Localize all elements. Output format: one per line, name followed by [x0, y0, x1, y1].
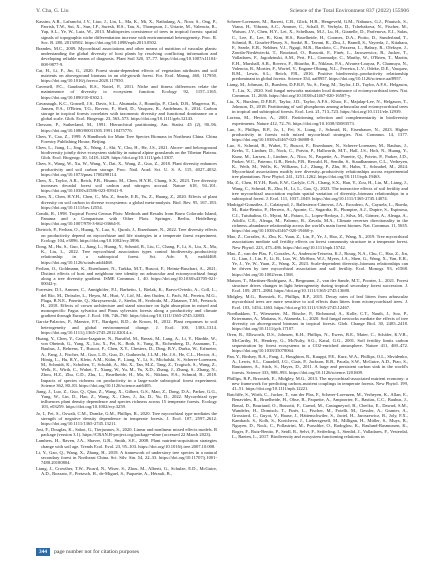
- references-column-left: [36, 19, 217, 545]
- reference-entry: Cavanaugh, K.C., Gosnell, J.S., Davis, S.L., Ahumada, J., Boundja, P., Clark, D.B., Mugerwa, B., Jansen, P.A., O'Brien, T.G., Rovero, F., Sheil, D., Vasquez, R., Andelman, S., 2014. Carbon storage in tropical forests correlates with taxonomic diversity and functional dominance on a global scale. Glob. Ecol. Biogeogr. 23, 563–573. https://doi.org/10.1111/geb.12143.: [36, 100, 217, 122]
- reference-entry: Li, Y., Gao, Q., Wang, X., Zhang, H., 2018. A framework of understory tree species in a natural secondary forest in Northeast China. Sci. Silv. Sin. 54, 22–33. https://doi.org/10.11707/j.1001-7488.20180804.: [36, 449, 217, 466]
- reference-entry: Jo, I., Fei, S., Oswalt, C.M., Domke, G.M., Phillips, R., 2020. Tree mycorrhizal type mediates the strength of negative density dependence in temperate forests. J. Ecol. 107, 2597–2612. https://doi.org/10.1111/1365-2745.13211.: [36, 410, 217, 426]
- reference-entry: Jost, F., Douglas, K., Sabot, G., Tierjunnov, S., 2020. Linear and nonlinear mixed effects models. R package (version 3.1). https://CRAN.R-project.org/package=nlme (accessed 22 March 2023).: [36, 427, 217, 438]
- references-body: [36, 19, 408, 545]
- page-number: 344: [36, 548, 50, 556]
- reference-entry: Cai, H., Li, F., Jin, G., 2020. Forest strata-dependent effects of vegetation attributes and soil nutrients on aboveground biomass in an old-growth forest. For. Ecol. Manag. 460, 117950. https://doi.org/10.1016/j.foreco.2020.117950.: [36, 67, 217, 84]
- reference-entry: Pan, Y., Birdsey, R.A., Fang, J., Houghton, R., Kauppi, P.E., Kurz, W.A., Phillips, O.L., Shvidenko, A., Lewis, S.L., Canadell, J.G., Ciais, P., Jackson, R.B., Pacala, S.W., McGuire, A.D., Piao, S., Rautiainen, A., Sitch, S., Hayes, D., 2011. A large and persistent carbon sink in the world's forests. Science 333, 988–993. https://doi.org/10.1126/science.1201609.: [227, 354, 408, 375]
- reference-entry: Dietrich, P., Ferlian, O., Huang, Y., Luo, S., Quosh, J., Eisenhauer, N., 2022. Tree diversity effects on productivity depend on mycorrhizae and life strategies in a temperate forest experiment. Ecology 104, e3896. https://doi.org/10.1002/ecy.3896.: [36, 227, 217, 243]
- reference-entry: Forrester, D.I., Ammer, C., Annighöfer, P.J., Barbeito, I., Bielak, K., Bravo-Oviedo, A., Coll, L., del Río, M., Drössler, L., Heym, M., Hurt, V., Löf, M., den Ouden, J., Pach, M., Pereira, M.G., Plaga, B.N.E., Ponette, Q., Skrzyszewski, J., Sterba, H., Svoboda, M., Zlatanov, T.M., Pretzsch, H., 2018. Effects of crown architecture and stand structure on light absorption in mixed and monospecific Fagus sylvatica and Pinus sylvestris forests along a productivity and climate gradient through Europe. J. Ecol. 106, 746–760. https://doi.org/10.1111/1365-2745.12803.: [36, 287, 217, 319]
- reference-entry: Condit, R., 1998. Tropical Forest Census Plots: Methods and Results from Barro Colorado Island, Panama and a Comparison with Other Plots. Springer, Berlin, Heidelberg. https://doi.org/10.1007/978-3-662-03664-8.: [36, 210, 217, 227]
- running-head: Y. Cha, G. Liu: [36, 8, 69, 14]
- reference-entry: Ferlian, O., Goldmann, K., Eisenhauer, N., Tarkka, M.T., Buscot, F., Heintz-Buschart, A., 2021. Distinct effects of host and neighbour tree identity on arbuscular and ectomycorrhizal fungi along a tree diversity gradient. ISME Commun. 1, 40. https://doi.org/10.1038/s43705-021-00042-y.: [36, 265, 217, 287]
- reference-entry: Lambers, H., Raven, J.A., Shaver, G.R., Smith, S.E., 2008. Plant nutrient-acquisition strategies change with soil age. Trends Ecol. Evol. 23, 95–103. https://doi.org/10.1016/j.tree.2007.10.008.: [36, 438, 217, 449]
- reference-entry: Madrigal-González, J., Calatayud, J., Ballesteros-Cánovas, J.A., Escudero, A., Cayuela, L., Rueda, M., Ruiz-Benito, P., Herrero, A., Aponte, C., Sagardia, R., Plumptre, A.J., Dupire, S., Espinosa, C.I., Tutubalina, O., Myint, M., Pataro, L., Lopez-Bedoya, J., Silva, M., Gómez, A., Aleaga, A., Adolfo, C.E., Aleaga, M., Palomo, R., Zavala, M.A., Climate reverses directionality in the richness–abundance relationship across the world's main forest biomes. Nat. Commun. 11, 5635. https://doi.org/10.1038/s41467-020-19460-y.: [227, 202, 408, 234]
- reference-entry: Phillips, R.P., Brzostek, E., Midgley, M.G., 2013. The mycorrhizal-associated nutrient economy: a new framework for predicting carbon–nutrient couplings in temperate forests. New Phytol. 199, 41–51. https://doi.org/10.1111/nph.12221.: [227, 375, 408, 392]
- footer-label: page number not for citation purposes: [54, 549, 140, 555]
- reference-entry: Chen, L., Jiang, L., Jing, X., Wang, J., Shi, Y., Chu, H., He, J.S., 2021. Above- and belowground biodiversity jointly drive ecosystem stability in natural alpine grasslands on the Tibetan Plateau. Glob. Ecol. Biogeogr. 30, 1418–1429. https://doi.org/10.1111/geb.13307.: [36, 144, 217, 161]
- page-footer: [36, 548, 139, 556]
- reference-entry: Nordbakken, T., Wiesmeier, M., Bösche, P., Richmond, A., Kolle, C.T., Nauth, J., Soo, P., Kriermann, A., Mattana, S., Alameda, L., 2020. Soil fungal networks mediate the effects of tree diversity on aboveground biomass in tropical forests. Glob. Change Biol. 30, 2405–2418. https://doi.org/10.1111/gcb.17107.: [227, 310, 408, 332]
- reference-entry: Cavenell, P.C., Gaudrault, R.S., Nottel, P., 2011. Niche and fitness differences relate the maintenance of diversity to ecosystem function. Ecology 92, 1157–1165. https://doi.org/10.1890/10-0302.1.: [36, 84, 217, 100]
- reference-entry: Kassim, A.R., Lafranchi, J.V., Liao, J., Lin, L., Ma, K., Mi, X., Nathalang, A., Noor, S., Ong, P., Parrish, T.W., Sui, X., Sun, I.F., Suresh, H.S., Tan, S., Thompson, J., Uriarte, M., Valencia, R., Yap, S.L., Ye, W., Lutz, W., 2013. Multispecies coexistence of trees in tropical forests: spatial signals of topographic niche differentiation increase with environmental heterogeneity. Proc. R. Soc. B. 280, 20130502. https://doi.org/10.1098/rspb.2013.0502.: [36, 19, 217, 45]
- reference-entry: Chesson, P., Sutherland, M., 1991. Hierarchical partitioning. Am. Statist. 45 (2), 90–96. https://doi.org/10.1080/00031305.1991.10475776.: [36, 122, 217, 133]
- reference-entry: Luo, S., Schmid, B., Wubet, T., Buscot, F., Eisenhauer, N., Scherer-Lorenzen, M., Bauhus, J., Krebs, T., Lindner, D., Nock, C., Potvin, P., Hallworth, M.T., Hall, J.S., Hoft, N., Huang, Y., Kunz, M., Larsen, J., Lindner, A., Nico, N., Paquette, A., Ponette, Q., Potvin, P., Parker, J.D., Parker, W.C., Paterno, G.B., Reich, P.B., Rewald, B., Sendín, S., Staudhammer, C.L., Verheyen, K., Weih, M., Wells, K., Williams, L.J., Zhang, P., Zhu, H., Hahn, T., Schnabel, M., 2024. Mycorrhizal associations modify tree diversity–productivity relationships across experimental tree plantations. New Phytol. 241, 1251–1262. https://doi.org/10.1111/nph.19463.: [227, 143, 408, 180]
- reference-entry: Scherer-Lorenzen, M., Barrett, C.B., Glick, H.B., Hengeveld, G.M., Nabuurs, G.J., Pfautsch, S., Viana, H., Vibrans, A.C., Ammer, C., Schall, P., Verbyla, D., Tchebakova, N., Fischer, M., Watson, J.V., Chen, H.Y., Lei, X., Schelhaas, M.J., Lu, H., Gianelle, D., Parfenova, E.I., Salas, C., Lee, E., Lee, B., Kim, H.S., Bruelheide, H., Coomes, D.A., Piotto, D., Sunderland, T., Schmid, B., Gourlet-Fleury, S., Sonké, B., Tavani, R., Zhu, J., Brandl, S., Vayreda, J., Kitahara, F., Searle, E.B., Neldner, V.J., Ngugi, M.R., Baraloto, C., Frizzera, L., Bałazy, R., Oleksyn, J., Zawiła-Niedźwiecki, T., Bouriaud, O., Bussotti, F., Finér, L., Jaroszewicz, B., Jucker, T., Valladares, F., Jagodzinski, A.M., Peri, P.L., Gonmadje, C., Marthy, W., O'Brien, T., Martin, E.H., Marshall, A.R., Rovero, F., Bitariho, R., Niklaus, P.A., Alvarez-Loayza, P., Chamuya, N., Valencia, R., Mortier, F., Wortel, V., Engone-Obiang, N.L., Ferreira, L.V., Odeke, D.E., Vasquez, R.M., Lewis, S.L., Reich, P.B., 2016. Positive biodiversity–productivity relationship predominant in global forests. Science 354, aaf8957. https://doi.org/10.1126/science.aaf8957.: [227, 19, 408, 82]
- reference-entry: Mao, Z., van der Plas, F., Corrales, A., Anderson-Teixeira, K.J., Bourg, N.A., Chu, C., Hao, Z., Jin, G., Lian, J., Lin, F., Li, B., Luo, W., McShea, W.J., Myers, J.A., Shen, G., Wang, X., Yan, E.R., Ye, J., Ye, W., Yuan, Z., Wang, X., 2023. Scale-dependent diversity–biomass relationships can be driven by tree mycorrhizal association and soil fertility. Ecol. Monogr. 93, e1568. https://doi.org/10.1002/ecm.1568.: [227, 250, 408, 277]
- reference-entry: Luo, S., Phillips, R.P., Jo, I., Fei, S., Liang, J., Schmid, B., Eisenhauer, N., 2023. Higher productivity in forests with mixed mycorrhizal strategies. Nat. Commun. 14, 1377. https://doi.org/10.1038/s41467-023-36888-0.: [227, 126, 408, 143]
- reference-entry: Ratcliffe, S., Wirth, C., Jucker, T., van der Plas, F., Scherer-Lorenzen, M., Verheyen, K., Allan, E., Benavides, R., Bruelheide, H., Ohse, B., Paquette, A., Ampoorter, E., Bastias, C.C., Bauhus, J., Bonal, D., Bouriaud, O., Bussotti, F., Carnol, M., Castagneyrol, B., Chećko, E., Dawud, S.M., Wandeler, H., Domisch, T., Finér, L., Fischer, M., Fotelli, M., Gessler, A., Granier, A., Grossiord, C., Guyot, V., Haase, J., Hättenschwiler, S., Jactel, H., Jaroszewicz, B., Joly, F.X., Kambach, S., Kolb, S., Koricheva, J., Liebersgesell, M., Milligan, H., Müller, S., Muys, B., Nguyen, D., Nock, C., Pollastrini, M., Purschke, O., Radoglou, K., Raulund-Rasmussen, K., Roger, F., Ruiz-Benito, P., Seidl, R., Selvi, F., Seiferling, I., Stenlid, J., Valladares, F., Vesterdal, L., Baeten, L., 2017. Biodiversity and ecosystem functioning relations in: [227, 392, 408, 439]
- reference-entry: Chen, Y., Cao, Z., 1999. A Handbook for Main Tree Species Biomass in Northeast China. China Forestry Publishing House, Beijing.: [36, 133, 217, 144]
- reference-entry: Liang, J., Crowther, T.W., Picard, N., Wiser, S., Zhou, M., Alberti, G., Schulze, E.D., McGuire, A.D., Bozzato, F., Pretzsch, H., de-Miguel, S., Paquette, A., Hérault, B.,: [36, 466, 217, 477]
- reference-entry: Jiang, J., Luo, Z., Guo, Q., Qiao, Z., Wang, X., Gilbert, G.S., Mao, Z., Dong, D.A., Parker, G.G., Yang, W., Lin, D., Hao, Z., Wang, X., Chen, J., Jia, D., Yu, D., 2022. Mycorrhizal type influences plant density dependence and species richness across 15 temperate forests. Ecology 103, e03259. https://doi.org/10.1002/ecy.3259.: [36, 388, 217, 410]
- reference-entry: Chen, X., Chen, H.Y.H., Chen, C., Ma, Z., Searle, E.B., Yu, Z., Huang, Z., 2020. Effects of plant diversity on soil carbon in diverse ecosystems: a global meta-analysis. Biol. Rev. 95, 167–183. https://doi.org/10.1111/brv.12554.: [36, 194, 217, 210]
- references-column-right: [227, 19, 408, 545]
- reference-entry: Dong, M., Hu, S., Guo, L., Jiang, L., Huang, Y., Schmid, B., Liu, C., Chang, F., Li, S., Liu, X., Ma, K., Liu, L., 2022. Tree mycorrhizal association types control biodiversity–productivity relationship in a subtropical forest. Sci. Adv. 9, eadd4468. https://doi.org/10.1126/sciadv.add4468.: [36, 243, 217, 265]
- reference-entry: Oren, R., Ellsworth, D.S., Johnsen, K.H., Phillips, N., Ewers, B.E., Maier, C., Schäfer, K.V.R., McCarthy, H., Hendrey, G., McNulty, S.G., Katul, G.G., 2001. Soil fertility limits carbon sequestration by forest ecosystems in a CO2-enriched atmosphere. Nature 411, 469–472. https://doi.org/10.1038/35078064.: [227, 332, 408, 353]
- reference-entry: Liu, X., Burslem, D.F.R.P., Taylor, J.D., Taylor, A.F.S., Khoo, E., Majalap-Lee, N., Helgason, T., Johnson, D., 2018. Partitioning of soil phosphorus among arbuscular and ectomycorrhizal trees in tropical and subtropical forests. Ecol. Lett. 21, 713–723. https://doi.org/10.1111/ele.12939.: [227, 98, 408, 115]
- reference-entry: Mao, Z., Corrales, A., Zhu, K., Yuan, Z., Lin, F., Ye, J., Hao, Z., Wang, X., 2019. Tree mycorrhizal associations mediate soil fertility effects on forest community structure in a temperate forest. New Phytol. 223, 475–486. https://doi.org/10.1111/nph.15742.: [227, 234, 408, 250]
- reference-entry: Ma, Z., Chen, H.Y.H., Bork, E.W., Carlyle, C.N., Chang, S.X., Han, Y., Zou, H., Liu, M., Liang, J., Wang, C., Schmid, B., Zhu, H., Li, L., Gao, Q., 2023. The interactive effects of soil fertility and tree mycorrhizal association explain spatial variation of diversity–biomass relationships in a subtropical forest. J. Ecol. 111, 1037–1049. https://doi.org/10.1111/1365-2745.14074.: [227, 180, 408, 202]
- article-id: Science of the Total Environment 837 (2022) 155906: [289, 8, 409, 14]
- reference-entry: Loreau, M., Hector, A., 2001. Partitioning selection and complementarity in biodiversity experiments. Nature 412, 72–76. https://doi.org/10.1038/35083573.: [227, 115, 408, 126]
- reference-entry: Brandes, M.C., 2009. Mycorrhizal associations and other means of nutrition of vascular plants: understanding the global diversity of host plants by resolving conflicting information and developing reliable means of diagnosis. Plant Soil 320, 37–77. https://doi.org/10.1007/s11104-008-9877-9.: [36, 45, 217, 67]
- reference-entry: Chen, S., Wang, W., Xu, W., Wang, Y., Dai, X., Wang, Z., Guo, Z., 2018. Plant diversity enhances productivity and soil carbon storage. Proc. Natl. Acad. Sci. U. S. A. 115, 4027–4032. https://doi.org/10.1073/pnas.1700298114.: [36, 161, 217, 177]
- reference-entry: García-Palacios, P., Maestre, F.T., Bardgett, R.D., de Kroon, H., 2012. Plant responses to soil heterogeneity and global environmental change. J. Ecol. 100, 1303–1314. https://doi.org/10.1111/j.1365-2745.2012.02014.x.: [36, 319, 217, 335]
- reference-entry: Midgley, M.G., Brzostek, E., Phillips, R.P., 2015. Decay rates of leaf litters from arbuscular mycorrhizal trees are more sensitive to soil effects than litters from ectomycorrhizal trees. J. Ecol. 103, 1454–1463. https://doi.org/10.1111/1365-2745.12467.: [227, 294, 408, 310]
- reference-entry: Matson, T., Martínez-Rodríguez, A., Bergmann, J., van der Sande, M.T., Poorter, L., 2021. Forest structure drives changes in light heterogeneity during tropical secondary forest succession. J. Ecol. 109, 2871–2884. https://doi.org/10.1111/1365-2745.13680.: [227, 277, 408, 294]
- reference-entry: Chen, X., Taylor, A.R., Reich, P.B., Hisano, M., Chen, H.Y.H., Chang, S.X., 2023. Tree diversity increases decadal forest soil carbon and nitrogen accrual. Nature 618, 94–101. https://doi.org/10.1038/s41586-023-05941-9.: [36, 177, 217, 194]
- reference-entry: Huang, Y., Chen, Y., Castro-Izaguirre, N., Baruffol, M., Brezzi, M., Lang, A., Li, Y., Härdtle, W., von Oheimb, G., Yang, X., Liu, X., Pei, K., Both, S., Yang, B., Eichenberg, D., Assmann, T., Bauhus, J., Behrens, T., Buscot, F., Chen, X.Y., Chesters, D., Ding, B.Y., Durka, W., Erfmeier, A., Fang, J., Fischer, M., Guo, L.D., Guo, D., Gutknecht, J.L.M., He, J.S., He, C.L., Hector, A., Hönig, L., Hu, R.Y., Klein, A.M., Kühn, P., Liang, Y., Li, S., Michalski, S., Scherer-Lorenzen, M., Schmidt, K., Scholten, T., Schuldt, A., Shi, X., Tan, M.Z., Tang, Z., Trogisch, S., Wang, Z., Welk, E., Wirth, C., Wubet, T., Xiang, W., Yu, M., Yu, X.D., Zhang, J., Zhang, S., Zhang, N., Zhou, H.Z., Zhu, C.D., Zhu, L., Bruelheide, H., Ma, K., Niklaus, P.A., Schmid, B., 2018. Impacts of species richness on productivity in a large-scale subtropical forest experiment. Science 362, 80–83. https://doi.org/10.1126/science.aat6405.: [36, 335, 217, 388]
- reference-entry: Liang, M., Johnson, D., Burslem, D.F.R.P., Yu, S., Fang, M., Taylor, J.D., Taylor, A.F.S., Helgason, T., Liu, X., 2020. Soil fungal networks maintain local dominance of ectomycorrhizal trees. Nat. Commun. 11, 2636. https://doi.org/10.1038/s41467-020-16507-y.: [227, 82, 408, 98]
